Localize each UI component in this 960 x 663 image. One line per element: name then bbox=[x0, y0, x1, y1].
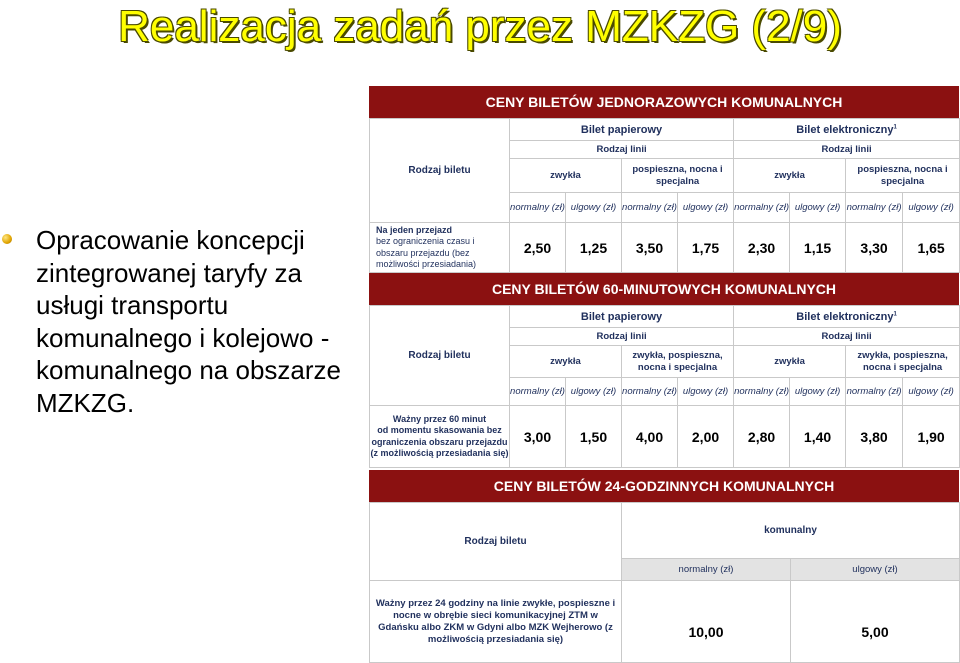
single-ticket-banner: CENY BILETÓW JEDNORAZOWYCH KOMUNALNYCH bbox=[369, 86, 959, 118]
column-header: ulgowy (zł) bbox=[903, 193, 960, 223]
column-header: normalny (zł) bbox=[510, 193, 566, 223]
paper-ticket-header: Bilet papierowy bbox=[510, 306, 734, 328]
price-cell: 1,25 bbox=[566, 223, 622, 273]
row-description bbox=[370, 406, 510, 468]
price-cell: 2,50 bbox=[510, 223, 566, 273]
regular-line-header: zwykła bbox=[734, 159, 846, 193]
day-ticket-table bbox=[369, 470, 959, 663]
column-header: ulgowy (zł) bbox=[678, 193, 734, 223]
price-cell: 1,15 bbox=[790, 223, 846, 273]
ticket-type-header: Rodzaj biletu bbox=[370, 119, 510, 223]
sixty-minute-banner: CENY BILETÓW 60-MINUTOWYCH KOMUNALNYCH bbox=[369, 273, 959, 305]
column-header: normalny (zł) bbox=[734, 193, 790, 223]
price-cell: 2,00 bbox=[678, 406, 734, 468]
column-header: normalny (zł) bbox=[622, 559, 791, 581]
single-ticket-table bbox=[369, 86, 959, 273]
column-header: ulgowy (zł) bbox=[790, 378, 846, 406]
column-header: ulgowy (zł) bbox=[791, 559, 960, 581]
paper-ticket-header: Bilet papierowy bbox=[510, 119, 734, 141]
column-header: ulgowy (zł) bbox=[566, 378, 622, 406]
slide-title: Realizacja zadań przez MZKZG (2/9) bbox=[118, 2, 842, 51]
express-line-header: zwykła, pospieszna, nocna i specjalna bbox=[622, 346, 734, 378]
footnote-marker: 1 bbox=[893, 123, 897, 130]
line-type-header: Rodzaj linii bbox=[510, 328, 734, 346]
row-description bbox=[370, 223, 510, 273]
price-cell: 3,00 bbox=[510, 406, 566, 468]
footnote-marker: 1 bbox=[893, 310, 897, 317]
price-cell: 1,75 bbox=[678, 223, 734, 273]
price-cell: 3,50 bbox=[622, 223, 678, 273]
price-cell: 10,00 bbox=[622, 581, 791, 663]
bullet-text: Opracowanie koncepcji zintegrowanej taryfy za usługi transportu komunalnego i kolejowo - komunalnego na obszarze MZKZG. bbox=[36, 225, 341, 418]
price-cell: 1,65 bbox=[903, 223, 960, 273]
column-header: ulgowy (zł) bbox=[903, 378, 960, 406]
bullet-icon bbox=[2, 234, 12, 244]
price-cell: 5,00 bbox=[791, 581, 960, 663]
line-type-header: Rodzaj linii bbox=[510, 141, 734, 159]
column-header: normalny (zł) bbox=[846, 193, 903, 223]
column-header: normalny (zł) bbox=[734, 378, 790, 406]
row-description-bold: Na jeden przejazd bbox=[376, 224, 453, 235]
price-cell: 1,50 bbox=[566, 406, 622, 468]
express-line-header: pospieszna, nocna i specjalna bbox=[846, 159, 960, 193]
electronic-ticket-label: Bilet elektroniczny bbox=[796, 310, 894, 323]
sixty-minute-ticket-table bbox=[369, 273, 959, 468]
price-cell: 3,30 bbox=[846, 223, 903, 273]
row-description: Ważny przez 24 godziny na linie zwykłe, pospieszne i nocne w obrębie sieci komunikacyjnej ZTM w Gdańsku albo ZKM w Gdyni albo MZK Wejherowo (z możliwością przesiadania się) bbox=[370, 581, 622, 663]
ticket-type-header: Rodzaj biletu bbox=[370, 503, 622, 581]
electronic-ticket-label: Bilet elektroniczny bbox=[796, 123, 894, 136]
express-line-header: zwykła, pospieszna, nocna i specjalna bbox=[846, 346, 960, 378]
column-header: normalny (zł) bbox=[510, 378, 566, 406]
municipal-header: komunalny bbox=[622, 503, 960, 559]
electronic-ticket-header bbox=[734, 119, 960, 141]
column-header: ulgowy (zł) bbox=[566, 193, 622, 223]
ticket-type-header: Rodzaj biletu bbox=[370, 306, 510, 406]
row-description-bold: Ważny przez 60 minut bbox=[392, 413, 487, 424]
price-cell: 1,90 bbox=[903, 406, 960, 468]
express-line-header: pospieszna, nocna i specjalna bbox=[622, 159, 734, 193]
column-header: normalny (zł) bbox=[622, 193, 678, 223]
row-description-text: bez ograniczenia czasu i obszaru przejazdu (bez możliwości przesiadania) bbox=[376, 236, 477, 269]
regular-line-header: zwykła bbox=[510, 346, 622, 378]
column-header: ulgowy (zł) bbox=[790, 193, 846, 223]
price-cell: 1,40 bbox=[790, 406, 846, 468]
price-cell: 2,80 bbox=[734, 406, 790, 468]
price-cell: 3,80 bbox=[846, 406, 903, 468]
column-header: normalny (zł) bbox=[846, 378, 903, 406]
line-type-header: Rodzaj linii bbox=[734, 141, 960, 159]
price-cell: 4,00 bbox=[622, 406, 678, 468]
electronic-ticket-header bbox=[734, 306, 960, 328]
column-header: normalny (zł) bbox=[622, 378, 678, 406]
row-description-text: od momentu skasowania bez ograniczenia obszaru przejazdu (z możliwością przesiadania się) bbox=[370, 425, 509, 458]
regular-line-header: zwykła bbox=[734, 346, 846, 378]
line-type-header: Rodzaj linii bbox=[734, 328, 960, 346]
column-header: ulgowy (zł) bbox=[678, 378, 734, 406]
day-ticket-banner: CENY BILETÓW 24-GODZINNYCH KOMUNALNYCH bbox=[369, 470, 959, 502]
regular-line-header: zwykła bbox=[510, 159, 622, 193]
price-cell: 2,30 bbox=[734, 223, 790, 273]
